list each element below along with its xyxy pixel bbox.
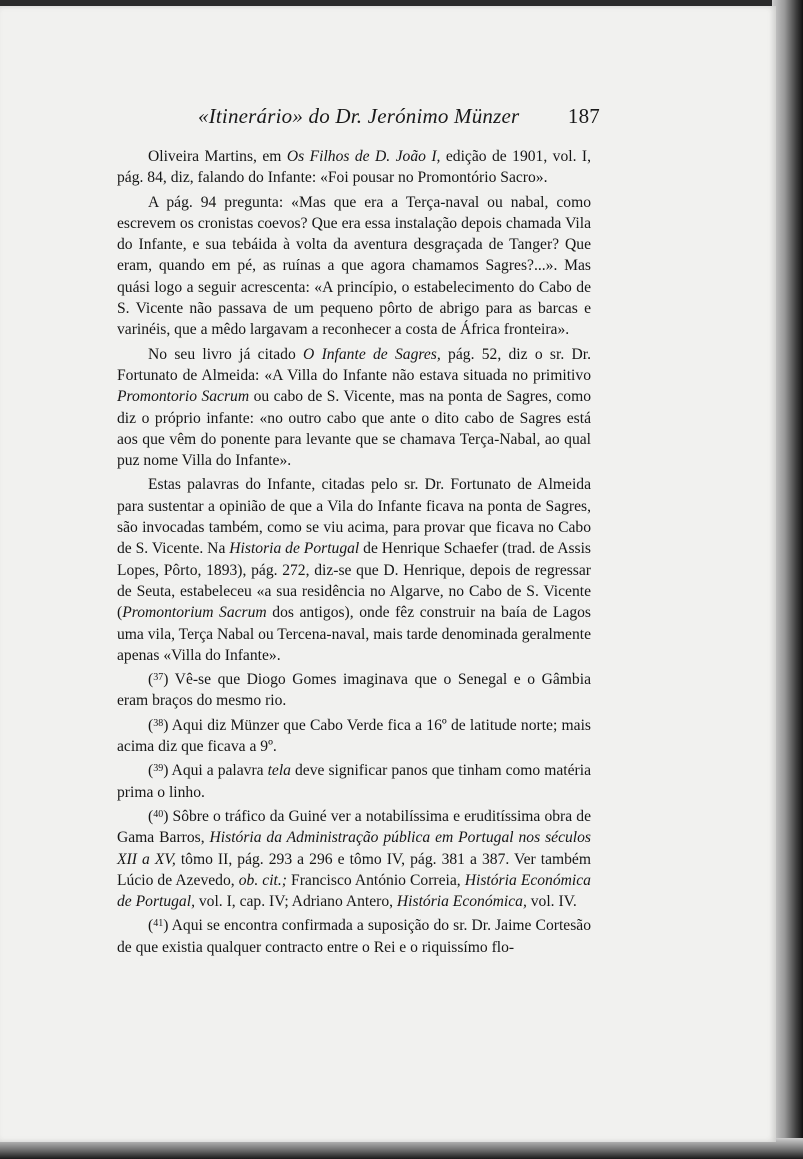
text-run: Vê-se que Diogo Gomes imaginava que o Senegal e o Gâmbia eram braços do mesmo rio. [117, 671, 591, 710]
body-paragraph [117, 146, 591, 189]
text-run: ou cabo de S. Vicente, mas na ponta de Sagres, como diz o próprio infante: «no outro cabo que ante o dito cabo de Sagres está aos que vêm do ponente para levante que se chamava Terça-Nabal, ao qual puz nome Villa do Infante». [117, 388, 591, 470]
italic-text: O Infante de Sagres, [303, 345, 441, 363]
text-run: Aqui a palavra [168, 762, 268, 780]
text-run: vol. IV. [526, 893, 577, 911]
scan-edge-right [772, 0, 803, 1159]
footnote-paragraph: ($^{41}$) Aqui se encontra confirmada a suposição do sr. Dr. Jaime Cortesão de que existia qualquer contracto entre o Rei e o riquissímo flo- [117, 917, 591, 956]
text-run: A pág. 94 pregunta: «Mas que era a Terça-naval ou nabal, como escrevem os cronistas coevos? Que era essa instalação depois chamada Vila do Infante, e sua tebáida à volta da aventura desgraçada de Tanger? Que eram, quando em pé, as ruínas a que agora chamamos Sagres?...». Mas quási logo a seguir acrescenta: «A princípio, o estabelecimento do Cabo de S. Vicente não passava de um pequeno pôrto de abrigo para as barcas e varinéis, que a mêdo largavam a reconhecer a costa de África fronteira». [117, 193, 591, 339]
note-number: 38 [153, 717, 164, 729]
italic-text: História Económica de Portugal, [117, 871, 591, 911]
text-run: pág. 52, diz o sr. Dr. Fortunato de Almeida: «A Villa do Infante não estava situada no primitivo [117, 345, 591, 384]
text-run: edição de 1901, vol. I, pág. 84, diz, falando do Infante: «Foi pousar no Promontório Sacro». [117, 148, 591, 187]
text-run: de Henrique Schaefer (trad. de Assis Lopes, Pôrto, 1893), pág. 272, diz-se que D. Henrique, depois de regressar de Seuta, estabeleceu «a sua residência no Algarve, no Cabo de S. Vicente ( [117, 540, 591, 622]
text-run: Estas palavras do Infante, citadas pelo sr. Dr. Fortunato de Almeida para sustentar a opinião de que a Vila do Infante ficava na ponta de Sagres, são invocadas também, como se viu acima, para provar que ficava no Cabo de S. Vicente. Na [117, 476, 591, 558]
italic-text: História Económica, [396, 893, 527, 911]
text-run: vol. I, cap. IV; Adriano Antero, [194, 893, 397, 911]
footnote-paragraph: ($^{40}$) Sôbre o tráfico da Guiné ver a notabilíssima e eruditíssima obra de Gama Barros, História da Administração pública em Portugal nos séculos XII a XV, tômo II, pág. 293 a 296 e tômo IV, pág. 381 a 387. Ver também Lúcio de Azevedo, ob. cit.; Francisco António Correia, História Económica de Portugal, vol. I, cap. IV; Adriano Antero, História Económica, vol. IV. [117, 807, 591, 911]
running-title: «Itinerário» do Dr. Jerónimo Münzer [198, 104, 520, 128]
text-run: Aqui se encontra confirmada a suposição do sr. Dr. Jaime Cortesão de que existia qualquer contracto entre o Rei e o riquissímo flo- [117, 917, 591, 956]
book-page [0, 6, 776, 1142]
italic-text: Promontorio Sacrum [117, 388, 250, 406]
italic-text: História da Administração pública em Portugal nos séculos XII a XV, [117, 829, 591, 868]
body-paragraph [117, 474, 591, 666]
italic-text: Os Filhos de D. João I, [286, 148, 441, 165]
body-paragraph [117, 344, 591, 472]
note-number: 39 [153, 763, 164, 775]
note-number: 41 [153, 918, 164, 930]
text-run: deve significar panos que tinham como matéria prima o linho. [117, 762, 591, 801]
body-text [117, 146, 591, 961]
footnote-paragraph: ($^{39}$) Aqui a palavra tela deve significar panos que tinham como matéria prima o linho. [117, 762, 591, 801]
note-number: 37 [153, 672, 164, 684]
footnote-paragraph: ($^{38}$) Aqui diz Münzer que Cabo Verde fica a 16º de latitude norte; mais acima diz que ficava a 9º. [117, 716, 591, 756]
text-run: dos antigos), onde fêz construir na baía de Lagos uma vila, Terça Nabal ou Tercena-naval, mais tarde denominada geralmente apenas «Villa do Infante». [117, 604, 591, 664]
page-number: 187 [567, 104, 600, 128]
footnote-paragraph: ($^{37}$) Vê-se que Diogo Gomes imaginava que o Senegal e o Gâmbia eram braços do mesmo rio. [117, 671, 591, 710]
text-run: Sôbre o tráfico da Guiné ver a notabilíssima e eruditíssima obra de Gama Barros, [117, 807, 591, 847]
italic-text: tela [267, 762, 291, 780]
note-number: 40 [153, 808, 164, 820]
text-run: Francisco António Correia, [286, 871, 465, 889]
italic-text: Historia de Portugal [229, 540, 360, 558]
page-header [198, 104, 600, 132]
text-run: tômo II, pág. 293 a 296 e tômo IV, pág. 381 a 387. Ver também Lúcio de Azevedo, [117, 850, 591, 889]
italic-text: ob. cit.; [238, 871, 287, 889]
text-run: No seu livro já citado [148, 345, 304, 363]
text-run: Aqui diz Münzer que Cabo Verde fica a 16º de latitude norte; mais acima diz que ficava a 9º. [117, 716, 591, 756]
italic-text: Promontorium Sacrum [122, 604, 267, 622]
body-paragraph [117, 192, 591, 341]
text-run: Oliveira Martins, em [148, 148, 287, 165]
